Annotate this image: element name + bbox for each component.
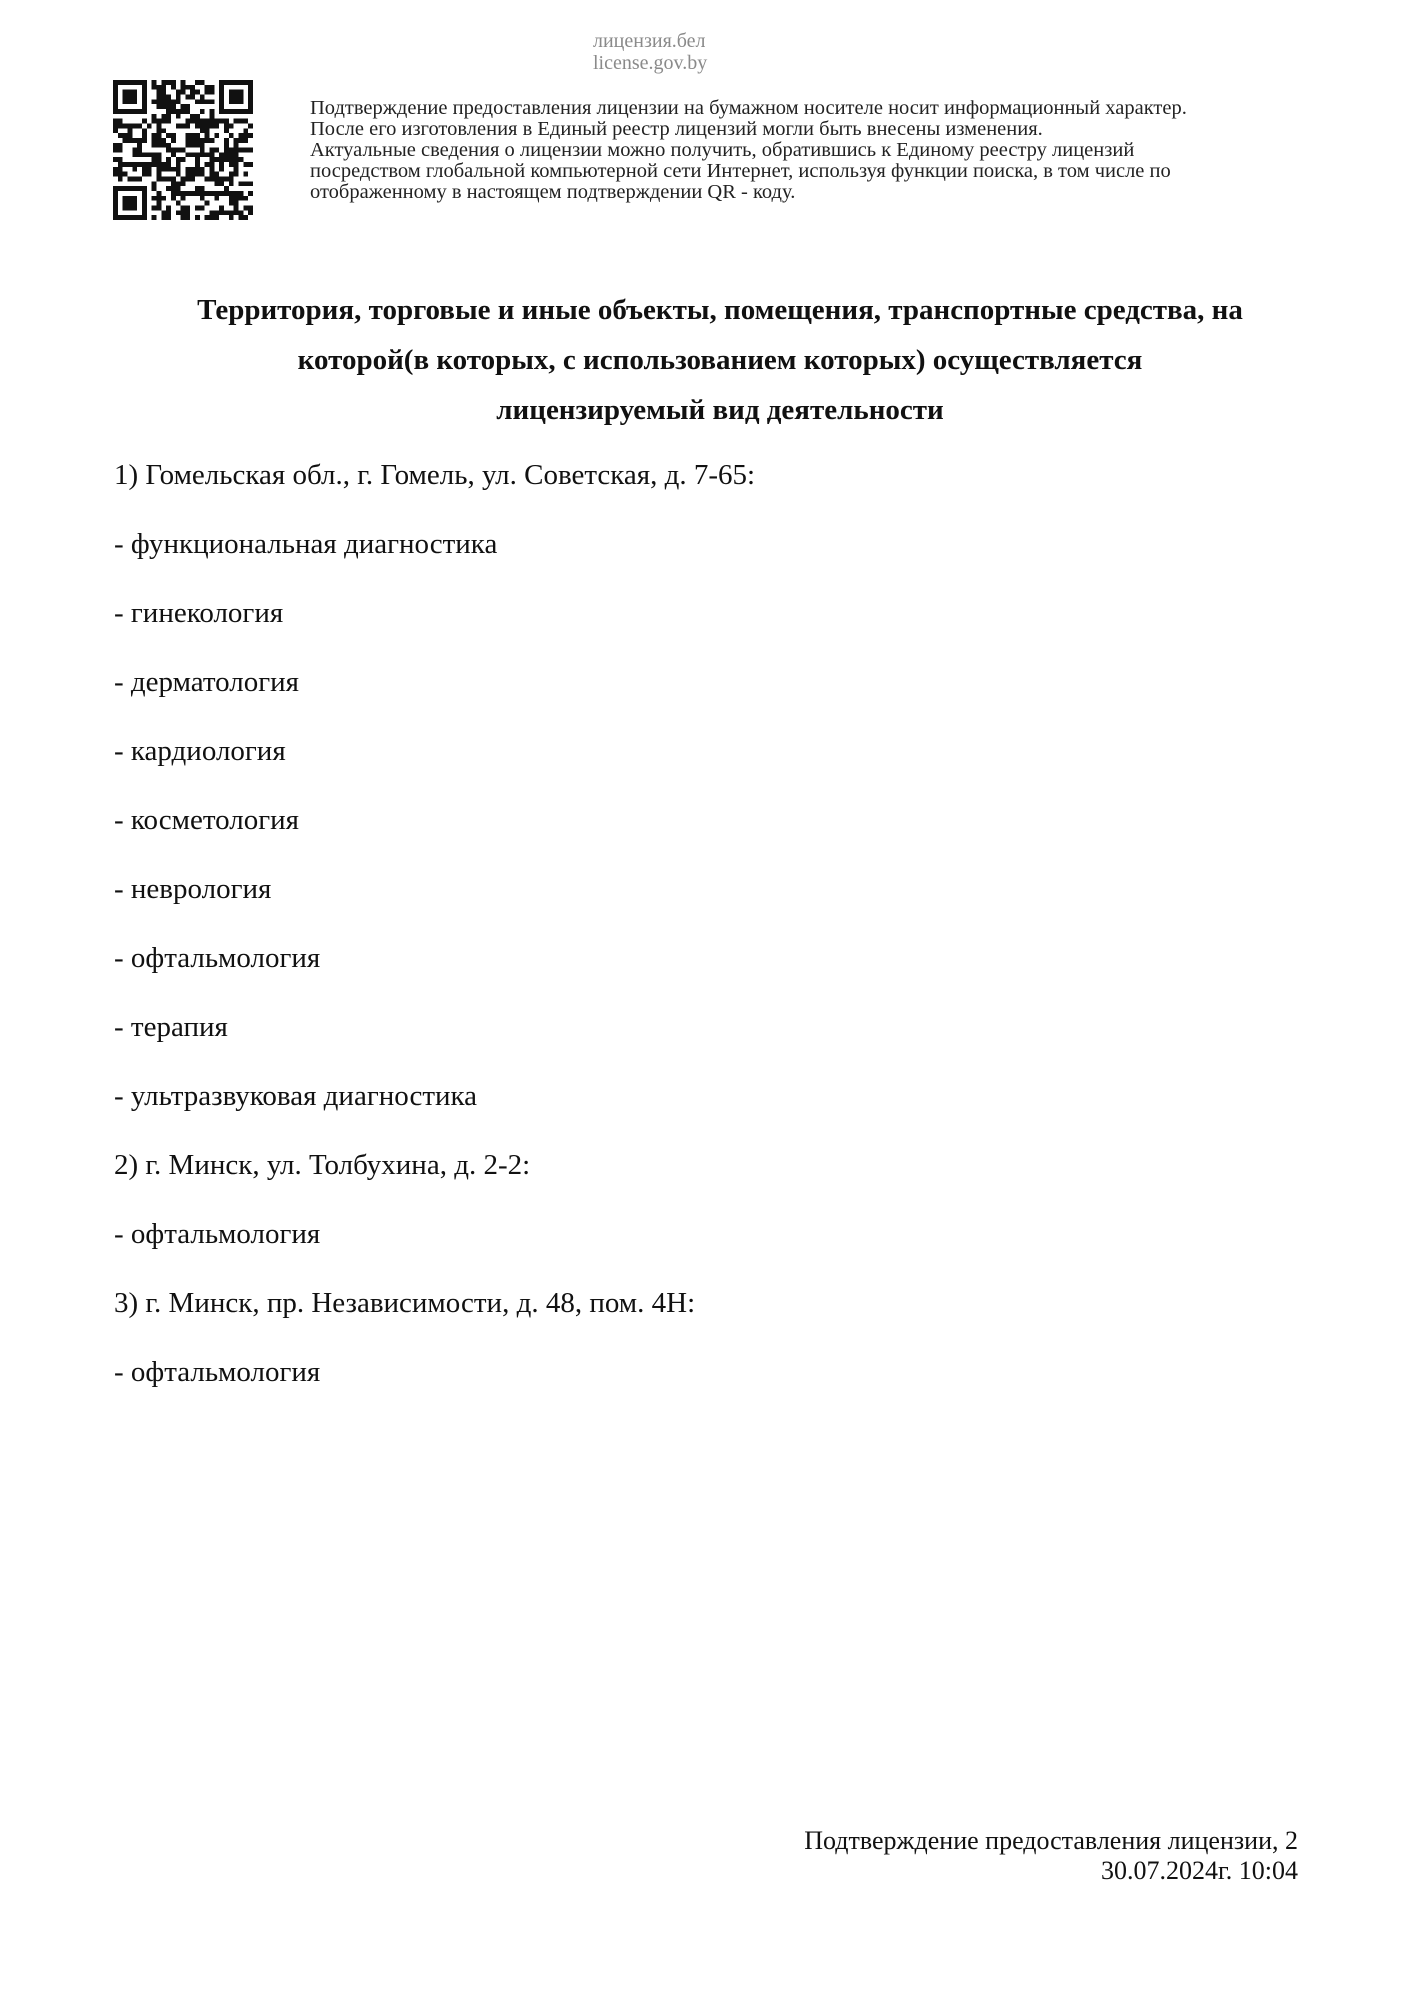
list-item: - офтальмология (114, 1218, 321, 1250)
site-links (593, 30, 707, 74)
list-item: - дерматология (114, 666, 300, 698)
footer-document-label: Подтверждение предоставления лицензии, 2 (804, 1826, 1298, 1855)
heading-line: лицензируемый вид деятельности (496, 394, 944, 426)
notice-line: Актуальные сведения о лицензии можно получить, обратившись к Единому реестру лицензий (310, 139, 1135, 161)
address-item: 3) г. Минск, пр. Независимости, д. 48, пом. 4Н: (114, 1287, 696, 1319)
heading-line: Территория, торговые и иные объекты, помещения, транспортные средства, на (197, 294, 1243, 326)
notice-line: посредством глобальной компьютерной сети Интернет, используя функции поиска, в том числе по (310, 160, 1171, 182)
site-link-bel: лицензия.бел (593, 30, 706, 52)
address-item: 1) Гомельская обл., г. Гомель, ул. Советская, д. 7-65: (114, 459, 756, 491)
page-footer (804, 1826, 1298, 1886)
list-item: - офтальмология (114, 1356, 321, 1388)
address-item: 2) г. Минск, ул. Толбухина, д. 2-2: (114, 1149, 531, 1181)
section-heading (100, 285, 1340, 435)
list-item: - офтальмология (114, 942, 321, 974)
qr-code-icon (113, 80, 253, 220)
notice-line: После его изготовления в Единый реестр лицензий могли быть внесены изменения. (310, 118, 1043, 140)
list-item: - неврология (114, 873, 272, 905)
heading-line: которой(в которых, с использованием которых) осуществляется (297, 344, 1143, 376)
notice-line: отображенному в настоящем подтверждении QR - коду. (310, 181, 796, 203)
list-item: - кардиология (114, 735, 286, 767)
site-link-by: license.gov.by (593, 52, 708, 74)
list-item: - терапия (114, 1011, 228, 1043)
footer-timestamp: 30.07.2024г. 10:04 (1101, 1856, 1298, 1885)
list-item: - функциональная диагностика (114, 528, 498, 560)
list-item: - ультразвуковая диагностика (114, 1080, 478, 1112)
list-item: - гинекология (114, 597, 284, 629)
list-item: - косметология (114, 804, 299, 836)
activity-list (114, 455, 1314, 1421)
disclaimer-notice (310, 98, 1370, 203)
notice-line: Подтверждение предоставления лицензии на бумажном носителе носит информационный характер. (310, 97, 1187, 119)
